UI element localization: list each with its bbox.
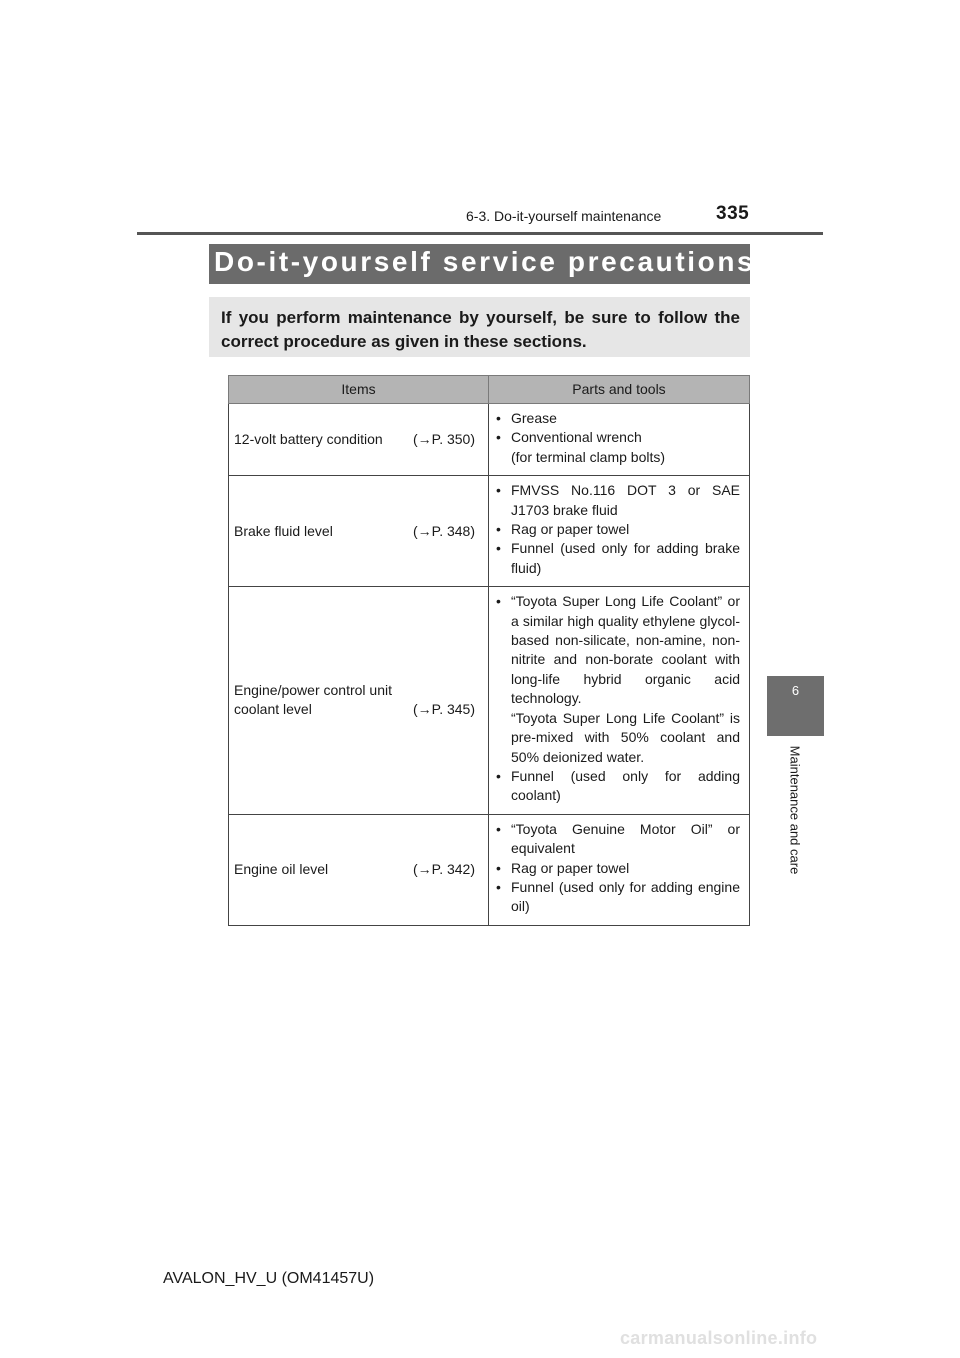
list-item: • Rag or paper towel — [496, 859, 740, 878]
intro-text: If you perform maintenance by yourself, be sure to follow the correct procedure as given in these sections. — [221, 308, 740, 351]
column-header-items: Items — [229, 376, 489, 404]
chapter-tab-number: 6 — [791, 683, 800, 698]
item-cell — [229, 587, 489, 814]
list-item: • Grease — [496, 409, 740, 428]
item-name-line1: Engine/power control unit — [234, 682, 392, 699]
parts-cell — [489, 476, 750, 587]
parts-table — [228, 375, 750, 926]
table-row — [229, 404, 750, 476]
item-cell — [229, 814, 489, 925]
page-reference-link[interactable]: (→P. 350) — [413, 430, 475, 447]
page-reference-link[interactable]: (→P. 342) — [413, 861, 475, 878]
header-rule — [137, 232, 823, 235]
watermark: carmanualsonline.info — [620, 1328, 818, 1348]
intro-box — [209, 297, 750, 357]
list-item: • FMVSS No.116 DOT 3 or SAE J1703 brake fluid — [496, 481, 740, 520]
page-reference-link[interactable]: (→P. 348) — [413, 522, 475, 539]
header-section-title: 6-3. Do-it-yourself maintenance — [466, 208, 662, 224]
list-item-note: (for terminal clamp bolts) — [511, 448, 666, 465]
footer-document-id: AVALON_HV_U (OM41457U) — [163, 1270, 375, 1287]
parts-cell — [489, 587, 750, 814]
item-name: Brake fluid level — [234, 522, 333, 539]
list-item: • Funnel (used only for adding engine oil) — [496, 878, 740, 917]
page-number: 335 — [716, 203, 750, 224]
table-header-row — [229, 376, 750, 404]
page-reference-link[interactable]: (→P. 345) — [413, 701, 475, 718]
list-item: • Funnel (used only for adding brake fluid) — [496, 539, 740, 578]
table-row — [229, 587, 750, 814]
item-cell — [229, 476, 489, 587]
list-item: • Conventional wrench (for terminal clamp bolts) — [496, 428, 740, 467]
item-name: Engine oil level — [234, 861, 329, 878]
list-item-note: “Toyota Super Long Life Coolant” is pre-mixed with 50% coolant and 50% deionized water. — [511, 709, 740, 765]
list-item: • “Toyota Super Long Life Coolant” or a similar high quality ethylene glycol-based non-silicate, non-amine, non-nitrite and non-borate coolant with long-life hybrid organic acid technology. “Toyota Super Long Life Coolant” is pre-mixed with 50% coolant and 50% deionized water. — [496, 592, 740, 767]
chapter-tab-label: Maintenance and care — [787, 745, 803, 875]
page-title: Do-it-yourself service precautions — [214, 246, 756, 277]
table-row — [229, 814, 750, 925]
list-item: • “Toyota Genuine Motor Oil” or equivalent — [496, 820, 740, 859]
parts-cell — [489, 404, 750, 476]
parts-cell — [489, 814, 750, 925]
item-name: 12-volt battery condition — [234, 430, 383, 447]
table-row — [229, 476, 750, 587]
item-name: coolant level — [234, 701, 312, 718]
list-item: • Funnel (used only for adding coolant) — [496, 767, 740, 806]
item-cell — [229, 404, 489, 476]
list-item: • Rag or paper towel — [496, 520, 740, 539]
column-header-parts: Parts and tools — [489, 376, 750, 404]
